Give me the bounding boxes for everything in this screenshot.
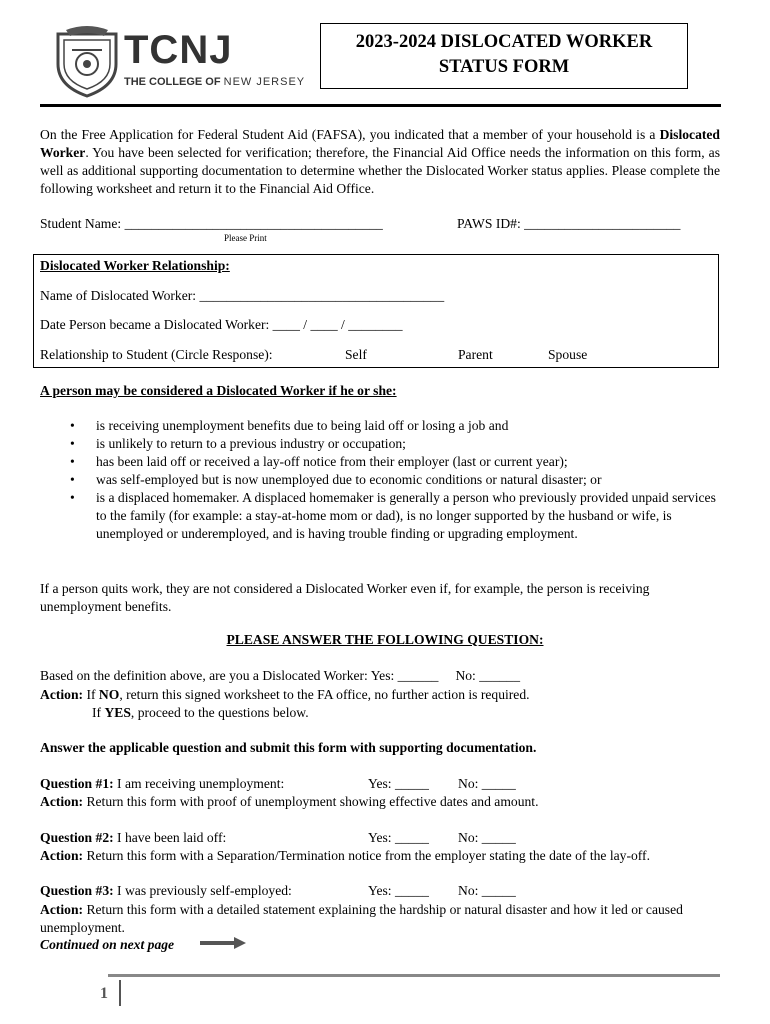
question-2-line <box>40 830 226 846</box>
question-2-text: I have been laid off: <box>113 830 227 845</box>
question-1-text: I am receiving unemployment: <box>113 776 285 791</box>
arrow-right-icon <box>200 937 246 949</box>
question-3-label: Question #3: <box>40 883 114 898</box>
no-text: , return this signed worksheet to the FA office, no further action is required. <box>119 687 530 702</box>
list-item: • is unlikely to return to a previous industry or occupation; <box>40 435 720 453</box>
form-title-line1: 2023-2024 DISLOCATED WORKER <box>355 32 653 52</box>
question-2-yes-field[interactable]: Yes: _____ <box>368 830 429 845</box>
logo-wordmark: TCNJ <box>124 28 233 72</box>
action-label: Action: <box>40 848 84 863</box>
intro-part1: On the Free Application for Federal Student Aid (FAFSA), you indicated that a member of your household is a <box>40 127 660 142</box>
list-item: • is a displaced homemaker. A displaced homemaker is generally a person who previously provided unpaid services to the family (for example: a stay-at-home mom or dad), is no longer supported by the husband or wife, is unemployed or underemployed, and is having trouble finding or upgrading employment. <box>40 489 720 543</box>
list-item: • was self-employed but is now unemployed due to economic conditions or natural disaster; or <box>40 471 720 489</box>
question-1-no-field[interactable]: No: _____ <box>458 776 516 791</box>
no-word: NO <box>98 687 120 702</box>
definition-list <box>40 417 720 543</box>
yes-text: , proceed to the questions below. <box>130 705 309 720</box>
option-spouse[interactable]: Spouse <box>548 347 588 362</box>
student-name-field[interactable]: Student Name: ______________________________________ <box>40 216 383 231</box>
action-yes-line <box>92 705 309 721</box>
question-1-label: Question #1: <box>40 776 114 791</box>
logo-subtitle-b: NEW JERSEY <box>223 76 306 88</box>
question-heading-text: PLEASE ANSWER THE FOLLOWING QUESTION: <box>226 632 544 647</box>
question-1-line <box>40 776 284 792</box>
applicable-instruction: Answer the applicable question and submit this form with supporting documentation. <box>40 740 537 755</box>
dislocated-answer-field[interactable]: Based on the definition above, are you a Dislocated Worker: Yes: ______ No: ______ <box>40 668 521 683</box>
question-1-yes-field[interactable]: Yes: _____ <box>368 776 429 791</box>
page-number: 1 <box>100 985 108 1002</box>
quits-note: If a person quits work, they are not considered a Dislocated Worker even if, for example, the person is receiving unemployment benefits. <box>40 581 650 614</box>
question-1-action <box>40 794 538 810</box>
if-label: If <box>86 687 96 702</box>
footer-divider <box>108 974 720 977</box>
question-3-yes-field[interactable]: Yes: _____ <box>368 883 429 898</box>
dislocated-worker-name-field[interactable]: Name of Dislocated Worker: ____________________________________ <box>40 288 445 303</box>
action-label: Action: <box>40 902 84 917</box>
intro-paragraph <box>40 126 720 198</box>
relationship-label: Relationship to Student (Circle Response): <box>40 347 273 362</box>
question-2-action-text: Return this form with a Separation/Termination notice from the employer stating the date of the lay-off. <box>83 848 650 863</box>
question-3-line <box>40 883 292 899</box>
paws-id-field[interactable]: PAWS ID#: _______________________ <box>457 216 681 231</box>
page-number-bar <box>119 980 121 1006</box>
list-item: • is receiving unemployment benefits due to being laid off or losing a job and <box>40 417 720 435</box>
list-item: • has been laid off or received a lay-off notice from their employer (last or current year); <box>40 453 720 471</box>
option-self[interactable]: Self <box>345 347 367 362</box>
question-heading <box>0 632 770 648</box>
logo-subtitle-a: THE COLLEGE OF <box>124 76 221 88</box>
yes-word: YES <box>104 705 131 720</box>
question-3-action-text: Return this form with a detailed statement explaining the hardship or natural disaster and how it led or caused unemployment. <box>40 902 683 935</box>
tcnj-logo <box>52 24 314 98</box>
dislocated-date-field[interactable]: Date Person became a Dislocated Worker: ____ / ____ / ________ <box>40 317 403 332</box>
if-label: If <box>92 705 102 720</box>
question-2-label: Question #2: <box>40 830 114 845</box>
action-label: Action: <box>40 794 84 809</box>
definition-heading: A person may be considered a Dislocated Worker if he or she: <box>40 383 397 398</box>
question-2-action <box>40 848 650 864</box>
question-3-no-field[interactable]: No: _____ <box>458 883 516 898</box>
question-3-text: I was previously self-employed: <box>113 883 292 898</box>
header-divider <box>40 104 721 107</box>
form-title-box <box>320 23 688 89</box>
please-print-hint: Please Print <box>224 233 267 243</box>
continued-note: Continued on next page <box>40 937 175 952</box>
relationship-heading: Dislocated Worker Relationship: <box>40 258 230 273</box>
form-title-line2: STATUS FORM <box>438 57 570 77</box>
question-2-no-field[interactable]: No: _____ <box>458 830 516 845</box>
action-no-line <box>40 687 530 703</box>
option-parent[interactable]: Parent <box>458 347 493 362</box>
logo-subtitle <box>124 76 305 88</box>
intro-bold: Dislocated Worker <box>40 127 720 160</box>
intro-part2: . You have been selected for verification; therefore, the Financial Aid Office needs the information on this form, as well as additional supporting documentation to determine whether the Dislocated Worker status applies. Please complete the following worksheet and return it to the Financial Aid Office. <box>40 145 720 196</box>
action-label: Action: <box>40 687 84 702</box>
question-3-action <box>40 901 720 937</box>
college-seal-icon <box>52 24 122 98</box>
question-1-action-text: Return this form with proof of unemployment showing effective dates and amount. <box>83 794 539 809</box>
